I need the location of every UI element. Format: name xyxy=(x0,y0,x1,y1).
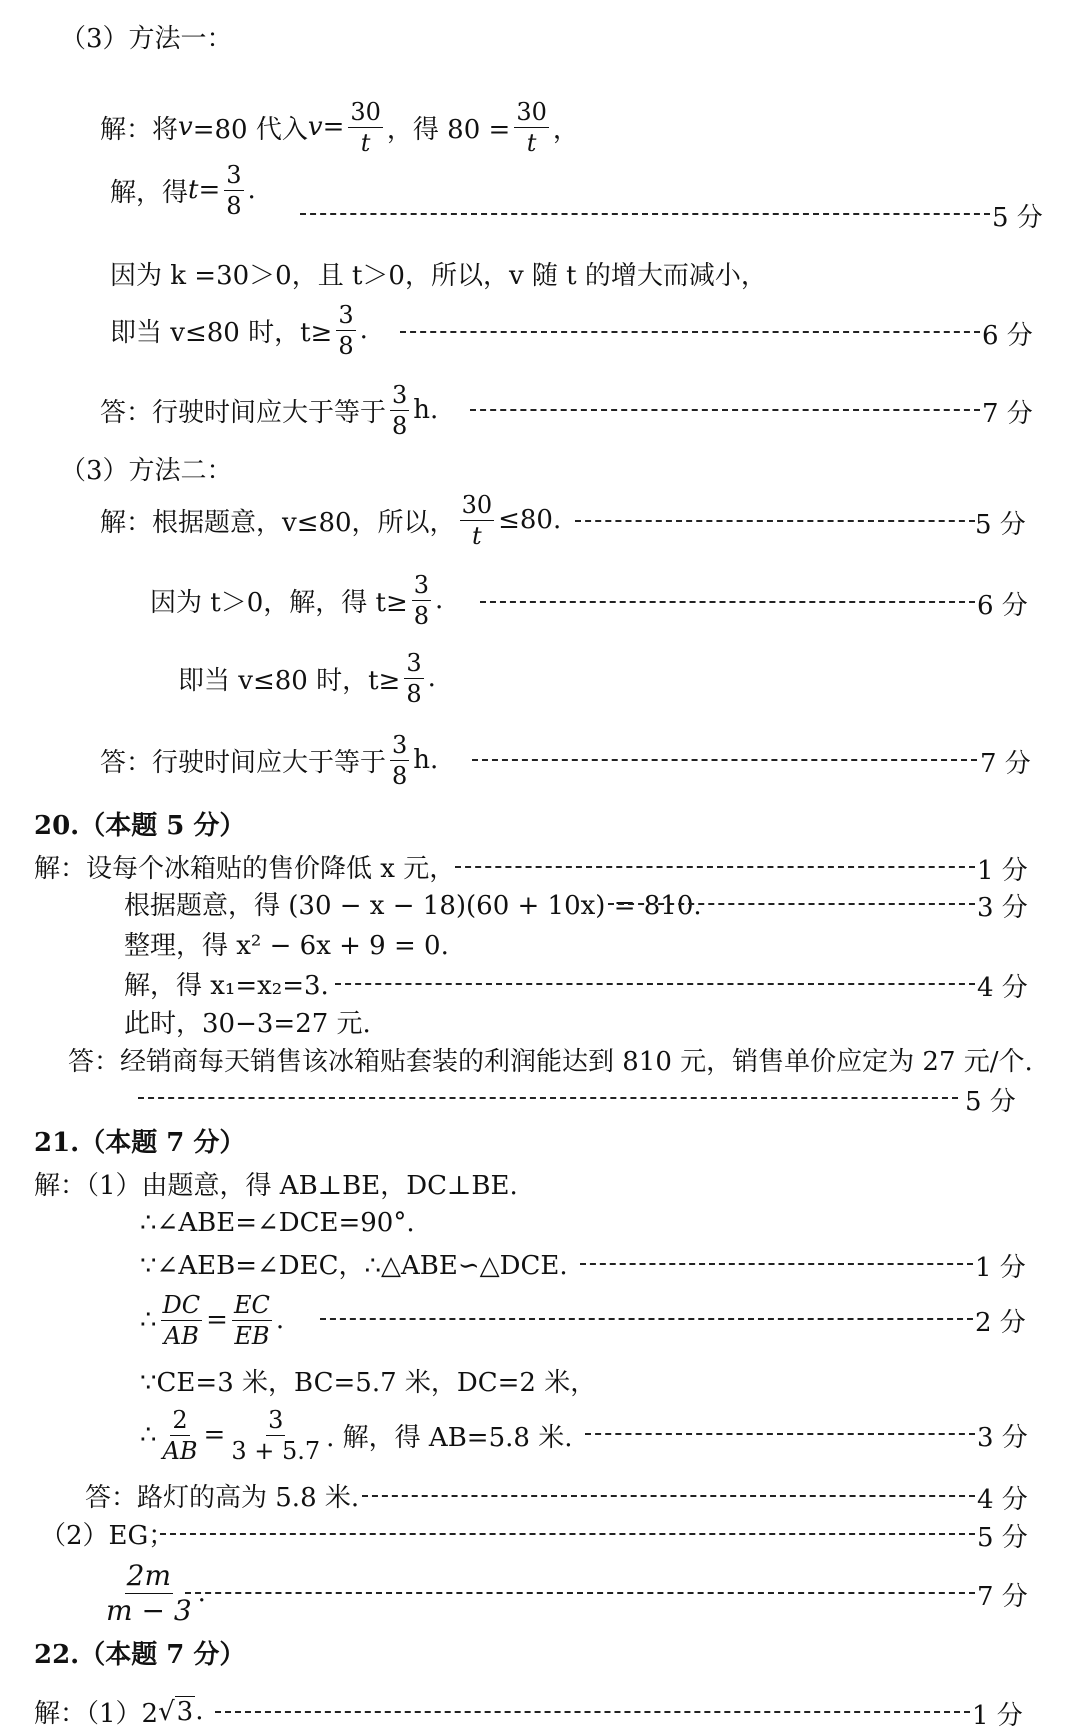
numerator: 30 xyxy=(350,97,381,126)
q21-line-4 xyxy=(140,1285,284,1355)
text: h. xyxy=(413,395,439,425)
numerator: 3 xyxy=(268,1405,284,1434)
score-label: 3 分 xyxy=(977,893,1028,923)
q21-line-3: ∵∠AEB=∠DEC，∴△ABE∽△DCE. xyxy=(140,1250,568,1281)
text: . xyxy=(435,585,444,615)
score-label: 5 分 xyxy=(975,510,1026,540)
text: = xyxy=(198,175,221,205)
m2-line-1 xyxy=(100,490,561,550)
score-label: 5 分 xyxy=(977,1523,1028,1553)
var: v xyxy=(307,112,323,142)
denominator: 3 + 5.7 xyxy=(231,1436,321,1465)
score-label: 7 分 xyxy=(982,399,1033,429)
score-label: 6 分 xyxy=(982,321,1033,351)
q20-line-2: 根据题意，得 (30 − x − 18)(60 + 10x) = 810. xyxy=(124,890,702,921)
text: 解：（1）2 xyxy=(34,1698,159,1729)
text: . xyxy=(275,1305,285,1335)
leader-dashes xyxy=(300,213,990,215)
m2-line-3 xyxy=(178,648,436,708)
numerator: 30 xyxy=(461,490,493,519)
text: 即当 v≤80 时，t≥ xyxy=(110,317,333,348)
text: = xyxy=(206,1305,228,1335)
denominator: EB xyxy=(234,1321,270,1350)
method-two-title: （3）方法二： xyxy=(60,456,233,486)
denominator: t xyxy=(360,128,371,157)
fraction xyxy=(336,300,355,360)
score-label: 1 分 xyxy=(977,856,1028,886)
q21-line-6 xyxy=(140,1400,572,1470)
text: ≤80. xyxy=(498,505,562,535)
m1-line-4 xyxy=(110,300,368,360)
text: 解，得 xyxy=(110,177,189,208)
leader-dashes xyxy=(608,903,975,905)
q20-line-1: 解：设每个冰箱贴的售价降低 x 元， xyxy=(34,853,456,884)
fraction xyxy=(348,97,383,157)
fraction xyxy=(390,380,409,440)
numerator: 3 xyxy=(226,160,242,189)
denominator: 8 xyxy=(413,601,430,630)
numerator: 3 xyxy=(392,380,408,409)
denominator: m − 3 xyxy=(106,1593,192,1627)
numerator: DC xyxy=(162,1290,201,1319)
q22-title: 22.（本题 7 分） xyxy=(34,1640,246,1670)
square-root xyxy=(158,1696,195,1727)
leader-dashes xyxy=(480,601,975,603)
fraction xyxy=(104,1558,194,1627)
text: 解：将 xyxy=(100,114,179,145)
denominator: 8 xyxy=(392,761,408,790)
m1-line-5 xyxy=(100,375,438,445)
score-label: 1 分 xyxy=(972,1701,1023,1731)
var: t xyxy=(188,175,199,205)
leader-dashes xyxy=(470,409,980,411)
numerator: 3 xyxy=(392,730,408,759)
leader-dashes xyxy=(185,1592,975,1594)
radical-sign: √ xyxy=(158,1696,175,1727)
denominator: AB xyxy=(163,1321,199,1350)
leader-dashes xyxy=(160,1533,975,1535)
numerator: 3 xyxy=(338,300,354,329)
text: 因为 t＞0，解，得 t≥ xyxy=(150,587,408,618)
text: ∴ xyxy=(140,1420,157,1450)
leader-dashes xyxy=(455,866,975,868)
text: . 解，得 AB=5.8 米. xyxy=(326,1422,573,1453)
fraction xyxy=(412,570,431,630)
text: ，得 80 = xyxy=(386,114,511,145)
text: 即当 v≤80 时，t≥ xyxy=(178,665,401,696)
score-label: 6 分 xyxy=(977,591,1028,621)
leader-dashes xyxy=(575,520,975,522)
score-label: 5 分 xyxy=(965,1087,1016,1117)
q20-line-4: 解，得 x₁=x₂=3. xyxy=(124,970,329,1001)
fraction xyxy=(390,730,409,790)
score-label: 1 分 xyxy=(975,1253,1026,1283)
text: . xyxy=(427,663,436,693)
fraction xyxy=(460,490,495,550)
q20-title: 20.（本题 5 分） xyxy=(34,811,246,841)
numerator: 30 xyxy=(516,97,547,126)
score-label: 5 分 xyxy=(992,203,1043,233)
q21-line-7: 答：路灯的高为 5.8 米. xyxy=(85,1482,360,1513)
denominator: 8 xyxy=(226,191,242,220)
q21-line-1: 解：（1）由题意，得 AB⊥BE，DC⊥BE. xyxy=(34,1170,518,1201)
q21-line-8: （2）EG； xyxy=(40,1520,175,1551)
score-label: 7 分 xyxy=(980,749,1031,779)
text: . xyxy=(247,175,256,205)
denominator: 8 xyxy=(338,331,354,360)
radicand: 3 xyxy=(176,1696,194,1727)
text: =80 代入 xyxy=(192,114,308,145)
score-label: 3 分 xyxy=(977,1423,1028,1453)
leader-dashes xyxy=(400,331,980,333)
method-one-title: （3）方法一： xyxy=(60,24,233,54)
text: . xyxy=(359,315,368,345)
numerator: EC xyxy=(233,1290,270,1319)
leader-dashes xyxy=(215,1711,970,1713)
leader-dashes xyxy=(335,983,975,985)
text: = xyxy=(322,112,345,142)
fraction xyxy=(161,1405,200,1465)
denominator: 8 xyxy=(392,411,408,440)
q22-line-1 xyxy=(34,1688,203,1734)
q20-line-5: 此时，30−3=27 元. xyxy=(124,1008,371,1039)
text: . xyxy=(197,1578,206,1608)
q21-line-5: ∵CE=3 米，BC=5.7 米，DC=2 米， xyxy=(140,1367,597,1398)
leader-dashes xyxy=(320,1318,973,1320)
score-label: 4 分 xyxy=(977,1485,1028,1515)
denominator: t xyxy=(472,521,482,550)
denominator: t xyxy=(526,128,537,157)
leader-dashes xyxy=(472,759,977,761)
text: 解：根据题意，v≤80，所以， xyxy=(100,507,456,538)
fraction xyxy=(229,1405,322,1465)
text: = xyxy=(203,1420,226,1450)
var: v xyxy=(178,112,193,142)
text: ∴ xyxy=(140,1305,157,1335)
m1-line-2 xyxy=(110,160,256,220)
q20-line-6: 答：经销商每天销售该冰箱贴套装的利润能达到 810 元，销售单价应定为 27 元/个. xyxy=(68,1046,1033,1077)
fraction xyxy=(514,97,549,157)
text: 答：行驶时间应大于等于 xyxy=(100,397,387,428)
text: h. xyxy=(413,745,439,775)
q21-line-2: ∴∠ABE=∠DCE=90°. xyxy=(140,1208,415,1238)
denominator: AB xyxy=(162,1436,198,1465)
fraction xyxy=(161,1290,203,1350)
m2-line-2 xyxy=(150,570,443,630)
text: ， xyxy=(552,114,579,145)
numerator: 3 xyxy=(413,570,430,599)
m1-line-1 xyxy=(100,97,579,157)
score-label: 7 分 xyxy=(977,1582,1028,1612)
fraction xyxy=(224,160,243,220)
q21-title: 21.（本题 7 分） xyxy=(34,1128,246,1158)
leader-dashes xyxy=(580,1263,973,1265)
fraction xyxy=(404,648,423,708)
q20-line-3: 整理，得 x² − 6x + 9 = 0. xyxy=(124,930,449,961)
numerator: 3 xyxy=(406,648,422,677)
leader-dashes xyxy=(585,1433,975,1435)
score-label: 2 分 xyxy=(975,1308,1026,1338)
numerator: 2m xyxy=(126,1558,171,1592)
score-label: 4 分 xyxy=(977,973,1028,1003)
leader-dashes xyxy=(138,1097,958,1099)
text: 答：行驶时间应大于等于 xyxy=(100,747,387,778)
numerator: 2 xyxy=(172,1405,188,1434)
denominator: 8 xyxy=(406,679,422,708)
m1-line-3: 因为 k =30＞0，且 t＞0，所以，v 随 t 的增大而减小， xyxy=(110,260,767,291)
leader-dashes xyxy=(362,1495,975,1497)
text: . xyxy=(195,1696,204,1726)
m2-line-4 xyxy=(100,725,438,795)
fraction xyxy=(232,1290,272,1350)
